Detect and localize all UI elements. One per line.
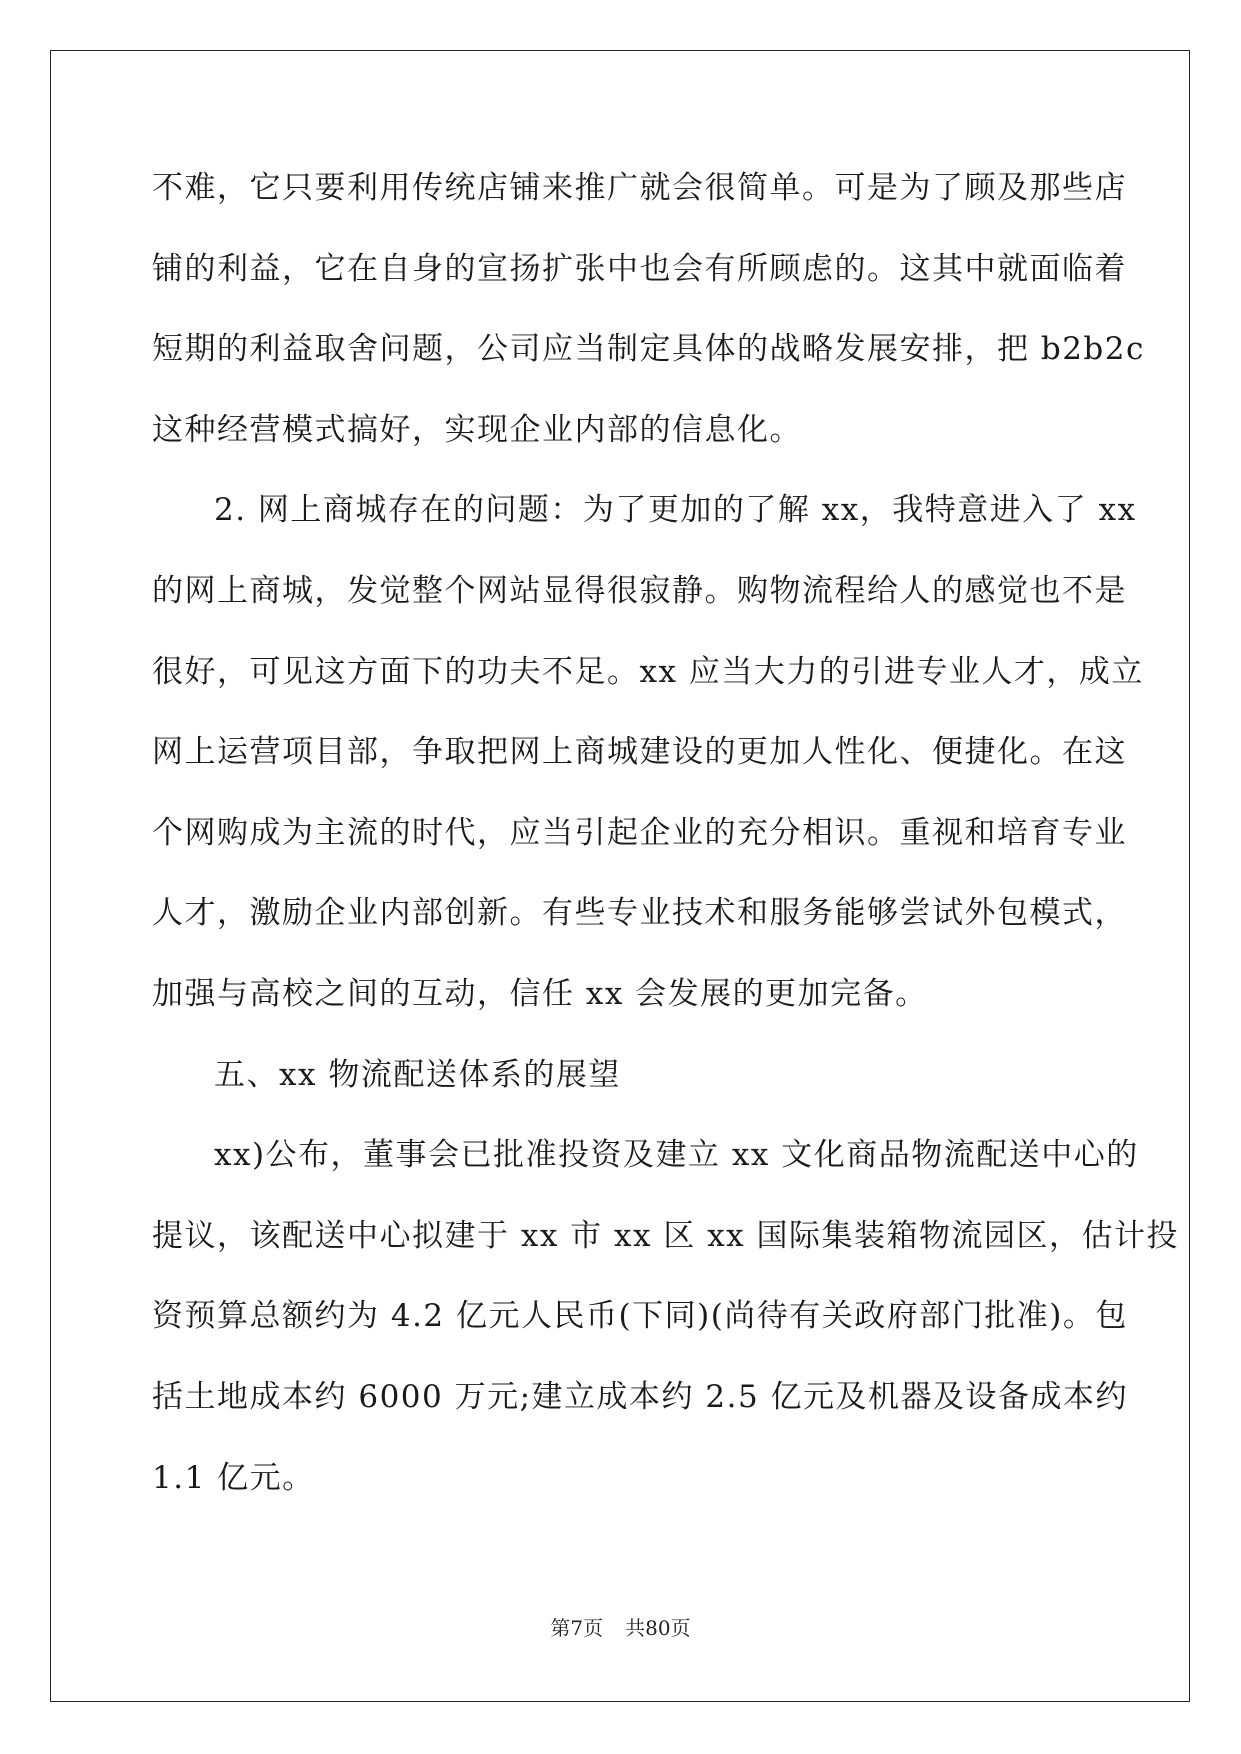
text-line: 铺的利益，它在自身的宣扬扩张中也会有所顾虑的。这其中就面临着 <box>152 250 1127 287</box>
text-line: 的网上商城，发觉整个网站显得很寂静。购物流程给人的感觉也不是 <box>152 572 1127 609</box>
text-line: 很好，可见这方面下的功夫不足。xx 应当大力的引进专业人才，成立 <box>152 653 1144 690</box>
text-line: 提议，该配送中心拟建于 xx 市 xx 区 xx 国际集装箱物流园区，估计投 <box>152 1217 1180 1254</box>
document-body <box>152 168 1180 1538</box>
text-line: 加强与高校之间的互动，信任 xx 会发展的更加完备。 <box>152 975 928 1012</box>
text-line: xx)公布，董事会已批准投资及建立 xx 文化商品物流配送中心的 <box>214 1137 1139 1174</box>
page-number-total: 共80页 <box>625 1616 691 1640</box>
text-line: 不难，它只要利用传统店铺来推广就会很简单。可是为了顾及那些店 <box>152 170 1127 206</box>
text-line: 人才，激励企业内部创新。有些专业技术和服务能够尝试外包模式， <box>152 895 1127 932</box>
text-line: 个网购成为主流的时代，应当引起企业的充分相识。重视和培育专业 <box>152 814 1127 851</box>
page-footer <box>0 1616 1241 1640</box>
text-line: 括土地成本约 6000 万元;建立成本约 2.5 亿元及机器及设备成本约 <box>152 1378 1129 1415</box>
text-line: 2. 网上商城存在的问题：为了更加的了解 xx，我特意进入了 xx <box>214 492 1137 529</box>
text-line: 网上运营项目部，争取把网上商城建设的更加人性化、便捷化。在这 <box>152 734 1127 771</box>
page-number-current: 第7页 <box>550 1616 604 1640</box>
text-line: 1.1 亿元。 <box>152 1459 315 1496</box>
section-heading: 五、xx 物流配送体系的展望 <box>214 1056 621 1093</box>
text-line: 这种经营模式搞好，实现企业内部的信息化。 <box>152 411 802 448</box>
text-line: 短期的利益取舍问题，公司应当制定具体的战略发展安排，把 b2b2c <box>152 331 1145 368</box>
text-line: 资预算总额约为 4.2 亿元人民币(下同)(尚待有关政府部门批准)。包 <box>152 1298 1128 1335</box>
